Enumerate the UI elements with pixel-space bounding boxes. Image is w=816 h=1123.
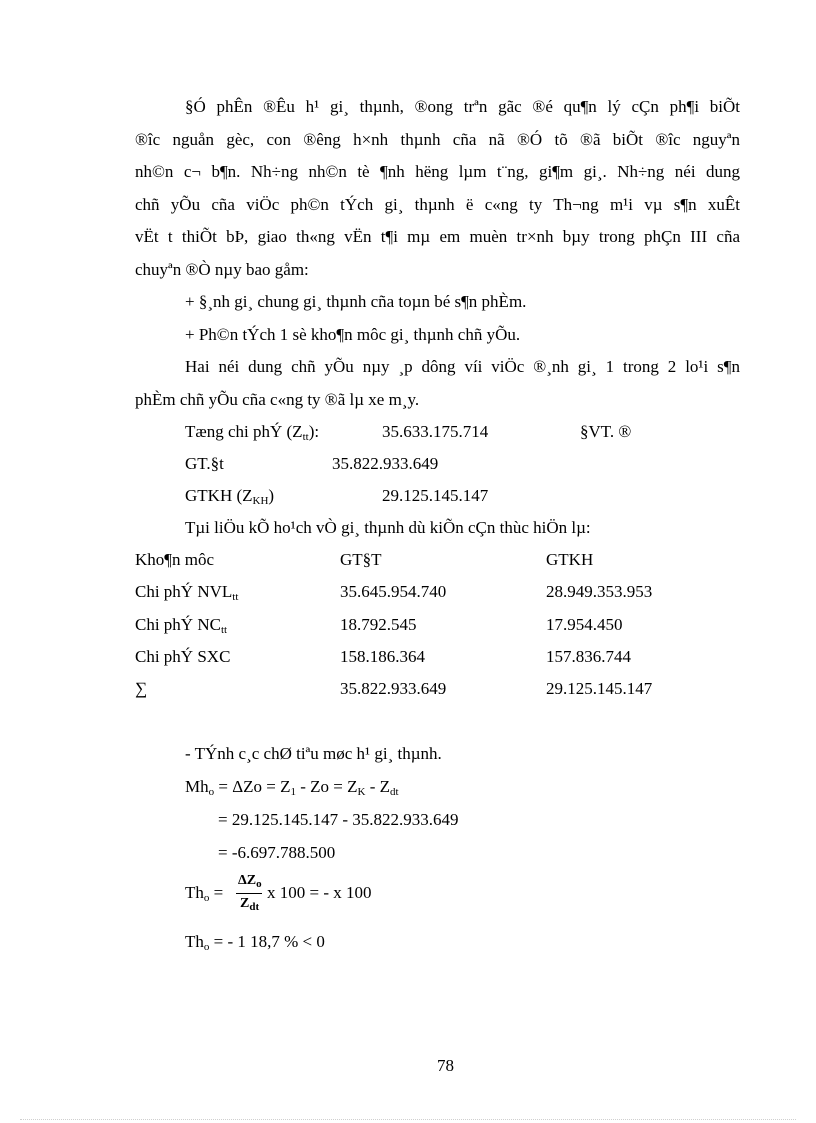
- paragraph-line: Hai néi dung chñ yÕu nµy ¸p dông víi viÖc ®¸nh gi¸ 1 trong 2 lo¹i s¶n: [185, 357, 740, 376]
- table-cell: 18.792.545: [340, 615, 417, 634]
- unit-label: §VT. ®: [580, 422, 632, 441]
- th-result: $Th_o$ = - 1 18,7 % < 0: [185, 932, 325, 953]
- sum-symbol: ∑: [135, 679, 148, 698]
- table-row-label: Chi phÝ $NVL_{tt}$: [135, 582, 239, 603]
- bullet-item: + §¸nh gi¸ chung gi¸ thµnh cña toµn bé s¶n phÈm.: [185, 292, 527, 311]
- mh-formula: $Mh_o = \Delta Zo = Z_1 - Zo = Z_K - Z_{dt}$: [185, 777, 399, 798]
- table-intro: Tµi liÖu kÕ ho¹ch vÒ gi¸ thµnh dù kiÕn cÇn thùc hiÖn lµ:: [185, 518, 591, 537]
- paragraph-line: nh©n c¬ b¶n. Nh÷ng nh©n tè ¶nh hëng lµm t¨ng, gi¶m gi¸. Nh÷ng néi dung: [135, 162, 740, 181]
- calc-heading: - TÝnh c¸c chØ tiªu møc h¹ gi¸ thµnh.: [185, 744, 442, 763]
- mh-result: = -6.697.788.500: [218, 843, 336, 862]
- table-header: GTKH: [546, 550, 594, 569]
- table-cell: 157.836.744: [546, 647, 631, 666]
- mh-step: = 29.125.145.147 - 35.822.933.649: [218, 810, 459, 829]
- paragraph-line: phÈm chñ yÕu cña c«ng ty ®ã lµ xe m¸y.: [135, 390, 420, 409]
- paragraph-line: chñ yÕu cña viÖc ph©n tÝch gi¸ thµnh ë c«ng ty Th¬ng m¹i vµ s¶n xuÊt: [135, 195, 740, 214]
- gtkh-label: GTKH $(Z_{KH})$: [185, 486, 275, 507]
- th-label: $Th_o$ =: [185, 883, 224, 904]
- table-cell: 35.645.954.740: [340, 582, 447, 601]
- total-cost-value: 35.633.175.714: [382, 422, 489, 441]
- fraction-bar: [236, 893, 262, 894]
- table-row-label: Chi phÝ SXC: [135, 647, 231, 666]
- bullet-item: + Ph©n tÝch 1 sè kho¶n môc gi¸ thµnh chñ yÕu.: [185, 325, 521, 344]
- table-cell: 17.954.450: [546, 615, 623, 634]
- fraction-denominator: $Z_{dt}$: [240, 896, 260, 913]
- table-cell: 35.822.933.649: [340, 679, 447, 698]
- gt-label: GT.§t: [185, 454, 224, 473]
- paragraph-line: chuyªn ®Ò nµy bao gåm:: [135, 260, 309, 279]
- fraction-numerator: $\Delta Z_o$: [238, 873, 262, 890]
- table-row-label: Chi phÝ $NC_{tt}$: [135, 615, 228, 636]
- paragraph-line: §Ó phÊn ®Êu h¹ gi¸ thµnh, ®ong trªn gãc ®é qu¶n lý cÇn ph¶i biÕt: [185, 97, 740, 116]
- paragraph-line: ®îc nguån gèc, con ®êng h×nh thµnh cña nã ®Ó tõ ®ã biÕt ®îc nguyªn: [135, 130, 740, 149]
- paragraph-line: vËt t thiÕt bÞ, giao th«ng vËn t¶i mµ em muèn tr×nh bµy trong phÇn III cña: [135, 227, 740, 246]
- th-rest: x 100 = - x 100: [267, 883, 372, 902]
- gtkh-value: 29.125.145.147: [382, 486, 489, 505]
- page-number: 78: [437, 1056, 454, 1075]
- table-cell: 28.949.353.953: [546, 582, 653, 601]
- gt-value: 35.822.933.649: [332, 454, 439, 473]
- table-header: Kho¶n môc: [135, 550, 214, 569]
- total-cost-label: Tæng chi phÝ $(Z_{tt})$:: [185, 422, 320, 443]
- table-cell: 29.125.145.147: [546, 679, 653, 698]
- footer-divider: [20, 1119, 796, 1120]
- table-cell: 158.186.364: [340, 647, 425, 666]
- table-header: GT§T: [340, 550, 382, 569]
